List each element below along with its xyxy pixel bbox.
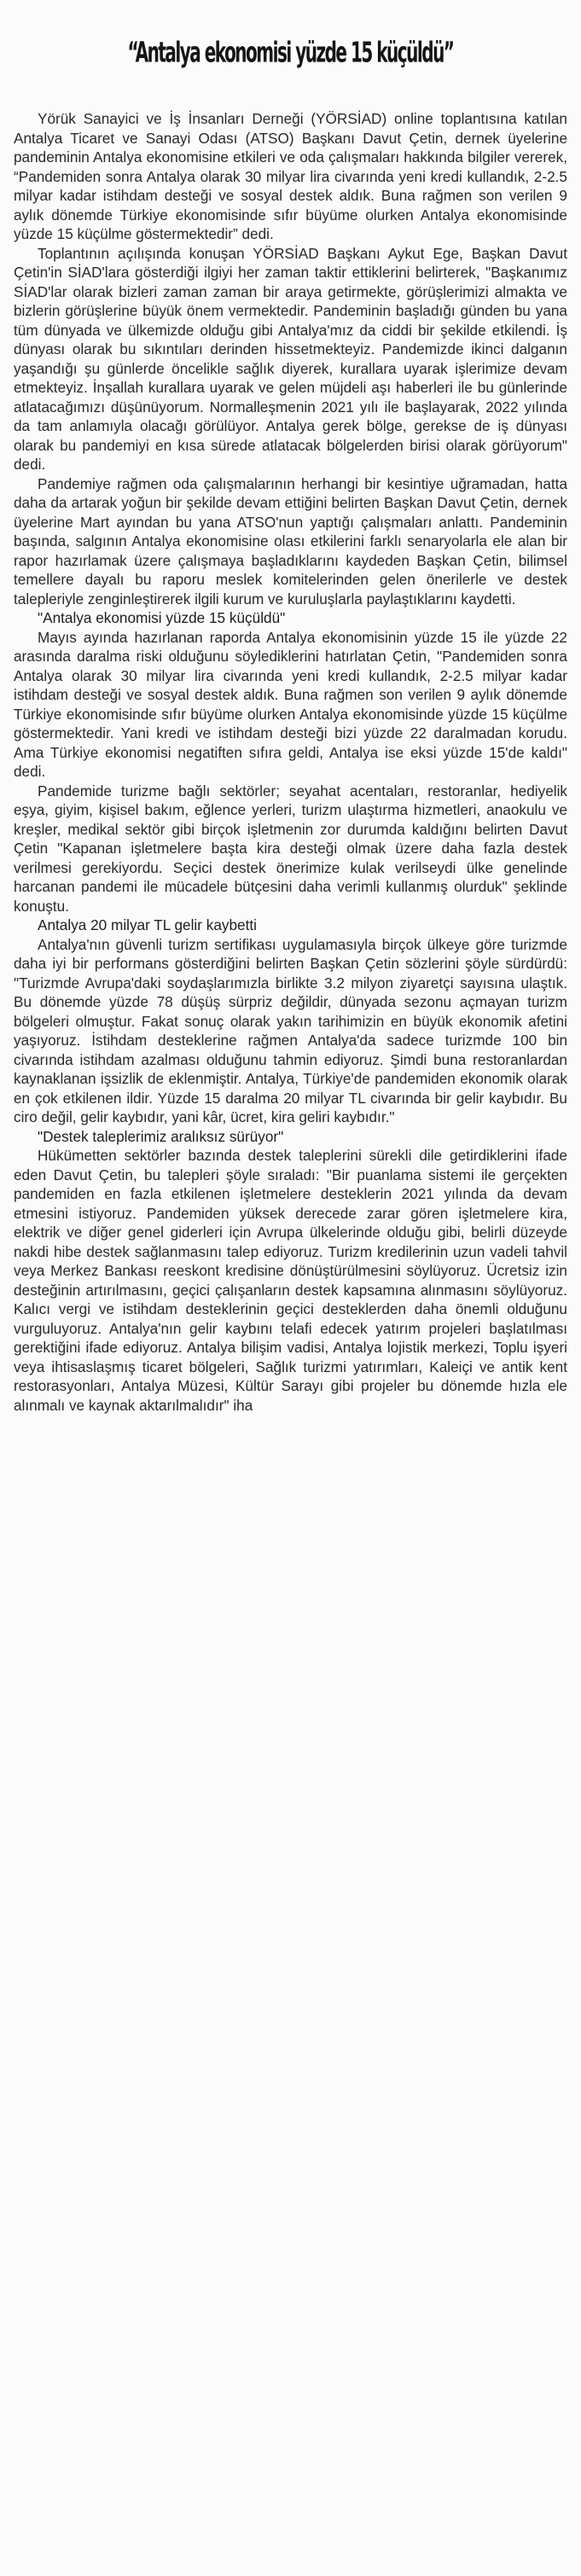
subheading-income-loss: Antalya 20 milyar TL gelir kaybetti (38, 916, 257, 933)
paragraph-5: Pandemide turizme bağlı sektörler; seyahat acentaları, restoranlar, hediyelik eşya, giyim, kişisel bakım, eğlence yerleri, turizm ulaştırma hizmetleri, anaokulu ve kreşler, medikal sektör gibi birçok işletmenin zor durumda kaldığını belirten Davut Çetin "Kapanan işletmelere başta kira desteği olmak üzere daha fazla destek verilmesi gerekiyordu. Seçici destek önerimize kulak verilseydi ülke genelinde harcanan pandemi ile mücadele bütçesini daha verimli kullanmış olurduk" şeklinde konuştu. (14, 782, 567, 915)
subheading-economy-shrank: "Antalya ekonomisi yüzde 15 küçüldü" (38, 609, 286, 626)
paragraph-3: Pandemiye rağmen oda çalışmalarının herhangi bir kesintiye uğramadan, hatta daha da artarak yoğun bir şekilde devam ettiğini belirten Başkan Davut Çetin, dernek üyelerine Mart ayından bu yana ATSO'nun yaptığı çalışmaları anlattı. Pandeminin başında, salgının Antalya ekonomisine olası etkilerini farklı senaryolarla ele alan bir rapor hazırlamak üzere çalışmaya başladıklarını kaydeden Başkan Çetin, bilimsel temellere dayalı bu raporu meslek komitelerinden gelen önerilerle ve destek talepleriyle zenginleştirerek ilgili kurum ve kuruluşlarla paylaştıklarını kaydetti. (14, 474, 567, 608)
subheading-support-requests: "Destek taleplerimiz aralıksız sürüyor" (38, 1127, 284, 1145)
article-body (14, 109, 567, 2558)
paragraph-2: Toplantının açılışında konuşan YÖRSİAD Başkanı Aykut Ege, Başkan Davut Çetin'in SİAD'lara gösterdiği ilgiyi her zaman taktir ettiklerini belirterek, "Başkanımız SİAD'lar olarak bizleri zaman zaman bir araya getirmekte, görüşlerimizi almakta ve bizlerin görüşlerine büyük önem vermektedir. Pandeminin başladığı günden bu yana tüm dünyada ve ülkemizde olduğu gibi Antalya'mız da ciddi bir şekilde etkilendi. İş dünyası olarak bu sıkıntıları derinden hissetmekteyiz. Pandemizde ikinci dalganın yaşandığı şu günlerde öncelikle sağlık diyerek, kurallara uyarak işlerimize devam etmekteyiz. İnşallah kurallara uyarak ve gelen müjdeli aşı haberleri ile bu günlerinde atlatacağımızı düşünüyorum. Normalleşmenin 2021 yılı ile başlayarak, 2022 yılında da tam anlamıyla olacağı görülüyor. Antalya gerek bölge, gerekse de iş dünyası olarak bu pandemiyi en kısa sürede atlatacak bölgelerden birisi olarak görüyorum" dedi. (14, 244, 567, 473)
headline: “Antalya ekonomisi yüzde 15 küçüldü” (127, 35, 454, 69)
paragraph-6: Antalya'nın güvenli turizm sertifikası uygulamasıyla birçok ülkeye göre turizmde daha iyi bir performans gösterdiğini belirten Başkan Çetin sözlerini şöyle sürdürdü: "Turizmde Avrupa'daki soydaşlarımızla birlikte 3.2 milyon ziyaretçi sayısına ulaştık. Bu dönemde yüzde 78 düşüş sürpriz değildir, dünyada sezonu açmayan turizm bölgeleri olmuştur. Fakat sonuç olarak yakın tarihimizin en büyük ekonomik afetini yaşıyoruz. İstihdam desteklerine rağmen Antalya'da sadece turizmde 100 bin civarında istihdam azalması olduğunu tahmin ediyoruz. Şimdi buna restoranlardan kaynaklanan işsizlik de eklenmiştir. Antalya, Türkiye'de pandemiden ekonomik olarak en çok etkilenen ildir. Yüzde 15 daralma 20 milyar TL civarında bir gelir kaybıdır. Bu ciro değil, gelir kaybıdır, yani kâr, ücret, kira geliri kaybıdır." (14, 935, 567, 1125)
paragraph-1: Yörük Sanayici ve İş İnsanları Derneği (YÖRSİAD) online toplantısına katılan Antalya Ticaret ve Sanayi Odası (ATSO) Başkanı Davut Çetin, dernek üyelerine pandeminin Antalya ekonomisine etkileri ve oda çalışmaları hakkında bilgiler vererek, “Pandemiden sonra Antalya olarak 30 milyar lira civarında yeni kredi kullandık, 2-2.5 milyar kadar istihdam desteği ve sosyal destek aldık. Buna rağmen son verilen 9 aylık dönemde Türkiye ekonomisinde sıfır büyüme olurken Antalya ekonomisinde yüzde 15 küçülme göstermektedir” dedi. (14, 110, 567, 242)
paragraph-7: Hükümetten sektörler bazında destek taleplerini sürekli dile getirdiklerini ifade eden Davut Çetin, bu talepleri şöyle sıraladı: "Bir puanlama sistemi ile gerçekten pandemiden en fazla etkilenen işletmelere desteklerin 2021 yılında da devam etmesini istiyoruz. Pandemiden yüksek derecede zarar gören işletmelere kira, elektrik ve diğer genel giderleri için Avrupa ülkelerinde olduğu gibi, belirli düzeyde nakdi hibe destek sağlanmasını talep ediyoruz. Turizm kredilerinin uzun vadeli tahvil veya Merkez Bankası reeskont kredisine dönüştürülmesini söylüyoruz. Ücretsiz izin desteğinin artırılmasını, geçici çalışanların destek kapsamına alınmasını söylüyoruz. Kalıcı vergi ve istihdam desteklerinin geçici desteklerden daha önemli olduğunu vurguluyoruz. Antalya'nın gelir kaybını telafi edecek yatırım projeleri başlatılması gerektiğini ifade ediyoruz. Antalya bilişim vadisi, Antalya lojistik merkezi, Toplu işyeri veya ihtisaslaşmış ticaret bölgeleri, Sağlık turizmi yatırımları, Kaleiçi ve antik kent restorasyonları, Antalya Müzesi, Kültür Sarayı gibi projeler bu dönemde hızla ele alınmalı ve kaynak aktarılmalıdır" iha (14, 1147, 567, 1414)
paragraph-4: Mayıs ayında hazırlanan raporda Antalya ekonomisinin yüzde 15 ile yüzde 22 arasında daralma riski olduğunu söylediklerini hatırlatan Çetin, "Pandemiden sonra Antalya olarak 30 milyar lira civarında yeni kredi kullandık, 2-2.5 milyar kadar istihdam desteği ve sosyal destek aldık. Buna rağmen son verilen 9 aylık dönemde Türkiye ekonomisinde sıfır büyüme olurken Antalya ekonomisinde yüzde 15 küçülme göstermektedir. Yani kredi ve istihdam desteği bizi yüzde 22 daralmadan korudu. Ama Türkiye ekonomisi negatiften sıfıra geldi, Antalya ise eksi yüzde 15'de kaldı" dedi. (14, 628, 567, 780)
